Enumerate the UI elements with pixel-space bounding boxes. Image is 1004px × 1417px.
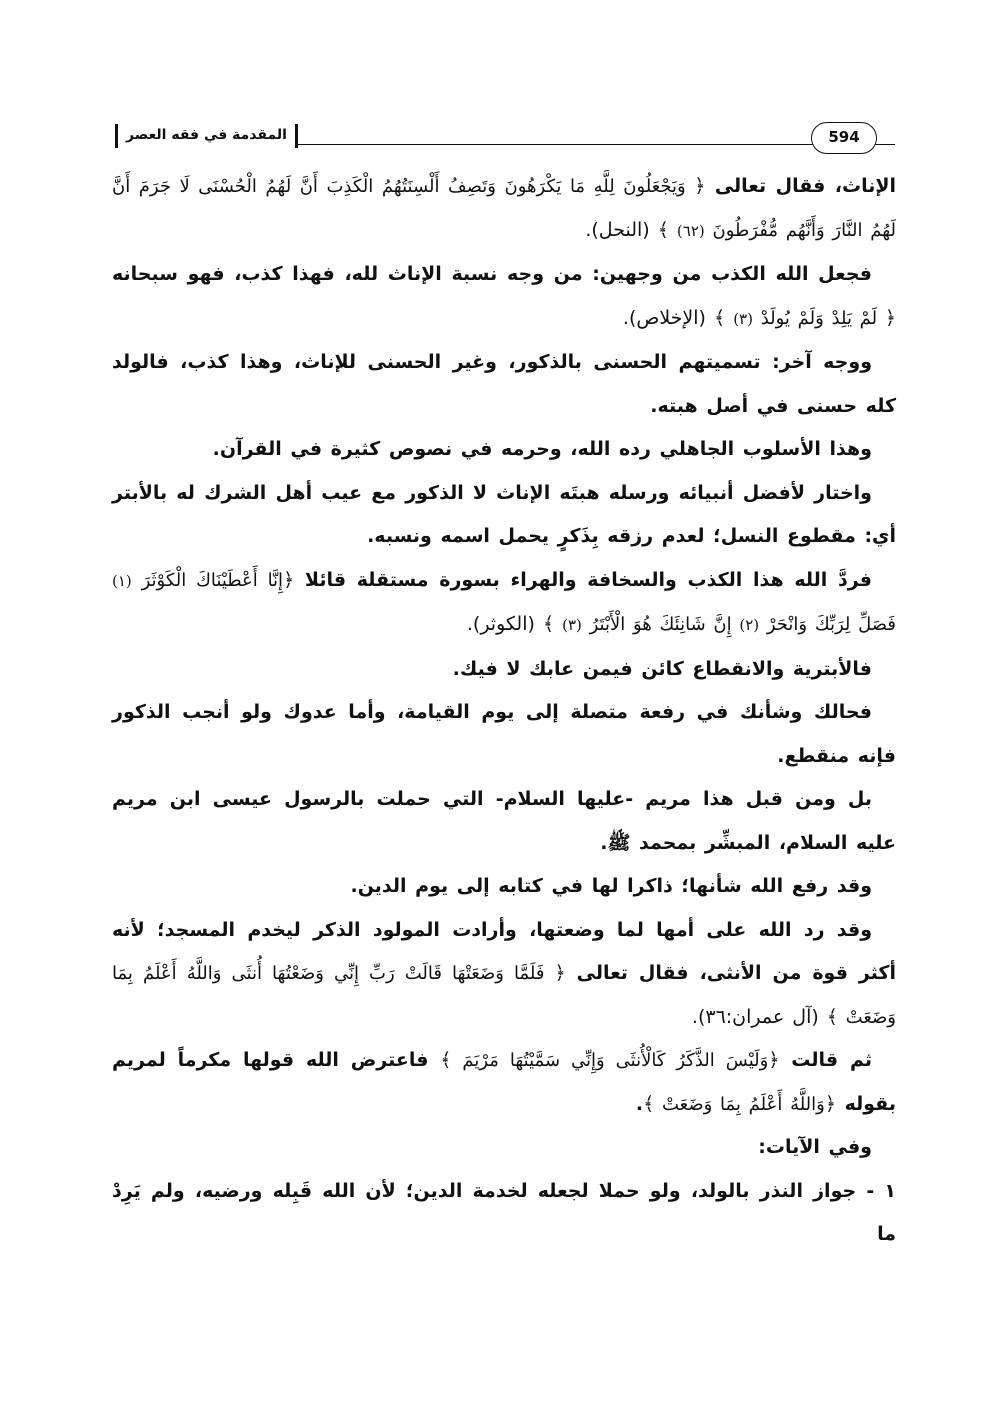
verse-bracket: ﴿ (554, 962, 566, 984)
body-text: ووجه آخر: تسميتهم الحسنى بالذكور، وغير الحسنى للإناث، وهذا كذب، فالولد كله حسنى في أصل هبته. (112, 351, 896, 417)
quran-verse: إِنَّ شَانِئَكَ هُوَ الْأَبْتَرُ (581, 614, 740, 635)
verse-bracket: ﴿ (768, 1049, 780, 1071)
page-number: 594 (811, 122, 877, 154)
body-text: فردَّ الله هذا الكذب والسخافة والهراء بسورة مستقلة قائلا (294, 568, 872, 591)
surah-reference: (النحل). (585, 218, 658, 241)
body-text: ثم قالت (779, 1049, 873, 1071)
body-text: فالأبترية والانقطاع كائن فيمن عابك لا فيك. (452, 657, 872, 680)
body-text: واختار لأفضل أنبيائه ورسله هبتَه الإناث لا الذكور مع عيب أهل الشرك له بالأبتر أي: مقطوع النسل؛ لعدم رزقه بِذَكرٍ يحمل اسمه ونسبه. (112, 481, 896, 547)
body-text: وقد رد الله على أمها لما وضعتها، وأرادت المولود الذكر ليخدم المسجد؛ لأنه أكثر قوة من الأنثى، فقال تعالى (112, 918, 896, 984)
body-text: وقد رفع الله شأنها؛ ذاكرا لها في كتابه إلى يوم الدين. (350, 875, 872, 897)
running-header (115, 118, 895, 148)
surah-reference: (الكوثر). (466, 613, 543, 635)
paragraph-p2 (112, 253, 896, 341)
ayah-number: (٣) (562, 616, 582, 634)
quran-verse: فَلَمَّا وَضَعَتْهَا قَالَتْ رَبِّ إِنِّي وَضَعْتُهَا أُنثَى وَاللَّهُ أَعْلَمُ بِمَا وَضَعَتْ (112, 963, 896, 1028)
body-text: الإناث، فقال تعالى (705, 175, 896, 197)
surah-reference: (الإخلاص). (622, 306, 714, 329)
paragraph-p5 (112, 472, 896, 559)
verse-bracket: ﴿ (824, 1092, 836, 1115)
verse-bracket: ﴾ (657, 218, 677, 241)
ayah-number: (٦٢) (676, 221, 705, 240)
body-text: فحالك وشأنك في رفعة متصلة إلى يوم القيامة، وأما عدوك ولو أنجب الذكور فإنه منقطع. (112, 701, 896, 767)
quran-verse: وَيَجْعَلُونَ لِلَّهِ مَا يَكْرَهُونَ وَتَصِفُ أَلْسِنَتُهُمُ الْكَذِبَ أَنَّ لَهُمُ الْحُسْنَى لَا جَرَمَ أَنَّ لَهُمُ النَّارَ وَأَنَّهُم مُّفْرَطُونَ (112, 176, 896, 241)
page-body (112, 165, 896, 1257)
body-text: وهذا الأسلوب الجاهلي رده الله، وحرمه في نصوص كثيرة في القرآن. (212, 438, 872, 460)
verse-bracket: ﴿ (283, 568, 295, 591)
quran-verse: فَصَلِّ لِرَبِّكَ وَانْحَرْ (759, 614, 896, 635)
paragraph-p8 (112, 691, 896, 778)
book-title: المقدمة في فقه العصر (115, 124, 298, 148)
paragraph-p13 (112, 1126, 896, 1170)
paragraph-p3 (112, 341, 896, 428)
paragraph-p1 (112, 165, 896, 253)
body-text: فجعل الله الكذب من وجهين: من وجه نسبة الإناث لله، فهذا كذب، فهو سبحانه (112, 263, 872, 285)
paragraph-p6 (112, 559, 896, 648)
verse-bracket: ﴾ (714, 306, 734, 329)
quran-verse: لَمْ يَلِدْ وَلَمْ يُولَدْ (752, 307, 885, 329)
body-text: وفي الآيات: (758, 1136, 872, 1158)
body-text: فاعترض الله قولها مكرماً لمريم بقوله (112, 1049, 896, 1115)
quran-verse: وَلَيْسَ الذَّكَرُ كَالْأُنثَى وَإِنِّي سَمَّيْتُهَا مَرْيَمَ (451, 1050, 769, 1071)
verse-bracket: ﴾ (643, 1092, 655, 1115)
paragraph-p9 (112, 778, 896, 865)
paragraph-p10 (112, 865, 896, 909)
body-text: بل ومن قبل هذا مريم -عليها السلام- التي حملت بالرسول عيسى ابن مريم عليه السلام، المبشِّر بمحمد ﷺ. (112, 788, 896, 854)
verse-bracket: ﴿ (884, 306, 896, 329)
paragraph-p12 (112, 1039, 896, 1126)
paragraph-p7 (112, 648, 896, 692)
verse-bracket: ﴿ (694, 175, 706, 197)
ayah-number: (٢) (739, 616, 760, 634)
verse-bracket: ﴾ (440, 1049, 452, 1071)
ayah-number: (١) (112, 571, 132, 590)
quran-verse: وَاللَّهُ أَعْلَمُ بِمَا وَضَعَتْ (654, 1093, 825, 1115)
verse-bracket: ﴾ (826, 1005, 838, 1028)
verse-bracket: ﴾ (542, 613, 563, 635)
quran-verse: إِنَّا أَعْطَيْنَاكَ الْكَوْثَرَ (131, 569, 284, 591)
paragraph-p11 (112, 909, 896, 1040)
paragraph-p4 (112, 428, 896, 472)
body-text: ١ - جواز النذر بالولد، ولو حملا لجعله لخدمة الدين؛ لأن الله قَبِله ورضيه، ولم يَرِدْ ما (112, 1179, 896, 1245)
surah-reference: (آل عمران:٣٦). (691, 1005, 827, 1028)
paragraph-p14 (112, 1170, 896, 1257)
body-text: . (635, 1092, 644, 1115)
ayah-number: (٣) (733, 309, 753, 328)
